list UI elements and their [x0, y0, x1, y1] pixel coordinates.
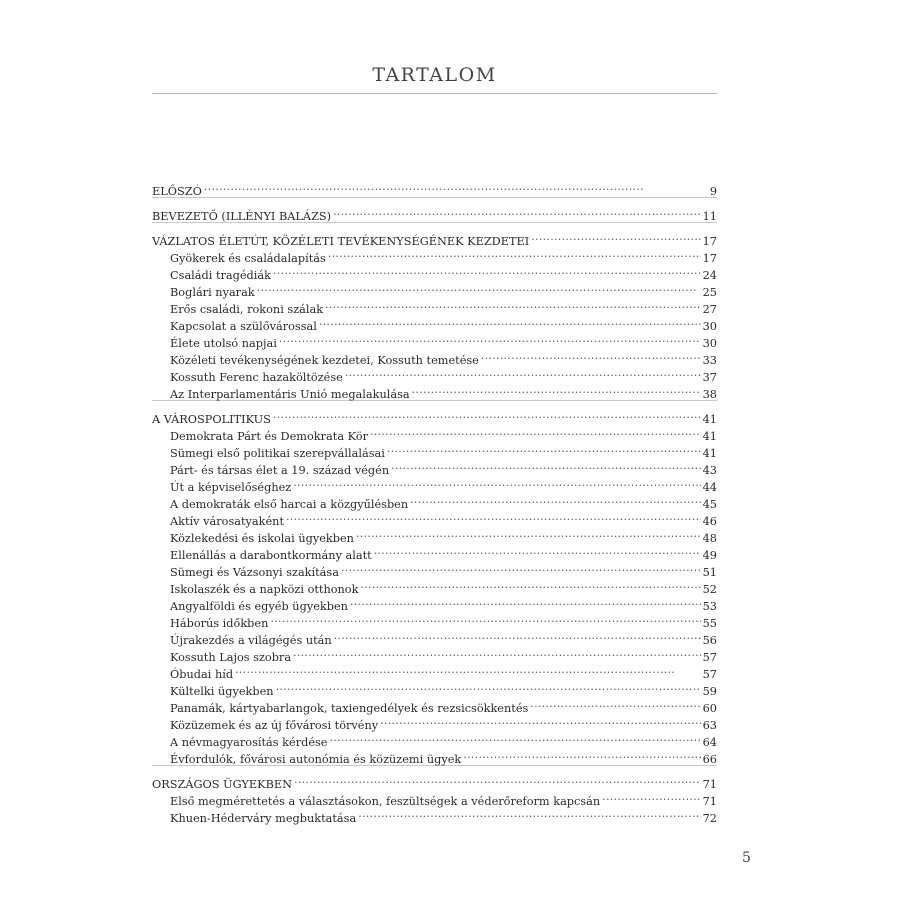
- dot-leader: [270, 610, 700, 627]
- toc-entry-title: Közlekedési és iskolai ügyekben: [170, 532, 354, 545]
- toc-entry-title: Élete utolsó napjai: [170, 337, 277, 350]
- toc-section: [152, 203, 717, 223]
- toc-entry-title: Gyökerek és családalapítás: [170, 252, 326, 265]
- toc-entry-title: Aktív városatyaként: [170, 515, 284, 528]
- toc-entry-title: Demokrata Párt és Demokrata Kör: [170, 430, 368, 443]
- toc-entry-page: 44: [702, 481, 717, 494]
- toc-entry-page: 27: [702, 303, 717, 316]
- dot-leader: [387, 440, 701, 457]
- toc-entry-title: A VÁROSPOLITIKUS: [152, 413, 271, 426]
- toc-entry-title: Családi tragédiák: [170, 269, 271, 282]
- dot-leader: [374, 542, 701, 559]
- toc-entry-page: 17: [702, 235, 717, 248]
- toc-entry-page: 56: [702, 634, 717, 647]
- toc-entry-page: 64: [702, 736, 717, 749]
- dot-leader: [360, 576, 700, 593]
- dot-leader: [341, 559, 701, 576]
- toc-entry-title: ORSZÁGOS ÜGYEKBEN: [152, 778, 293, 791]
- dot-leader: [380, 712, 700, 729]
- dot-leader: [293, 474, 700, 491]
- toc-entry-title: BEVEZETŐ (ILLÉNYI BALÁZS): [152, 210, 332, 223]
- toc-entry-page: 71: [702, 795, 717, 808]
- toc-entry-title: Első megmérettetés a választásokon, feszültségek a véderőreform kapcsán: [170, 795, 601, 808]
- toc-entry-page: 43: [702, 464, 717, 477]
- dot-leader: [273, 262, 701, 279]
- dot-leader: [294, 771, 701, 788]
- toc-entry-title: Közüzemek és az új fővárosi törvény: [170, 719, 379, 732]
- dot-leader: [328, 245, 701, 262]
- toc-entry-title: Boglári nyarak: [170, 286, 255, 299]
- dot-leader: [412, 381, 701, 398]
- dot-leader: [333, 203, 701, 220]
- dot-leader: [602, 788, 700, 805]
- toc-subentry: [152, 678, 717, 698]
- toc-entry-page: 33: [702, 354, 717, 367]
- dot-leader: [391, 457, 701, 474]
- toc-entry-page: 72: [702, 812, 717, 825]
- dot-leader: [257, 279, 701, 296]
- dot-leader: [276, 678, 701, 695]
- dot-leader: [279, 330, 701, 347]
- toc-entry-page: 24: [702, 269, 717, 282]
- toc-entry-page: 41: [702, 430, 717, 443]
- toc-entry-page: 51: [702, 566, 717, 579]
- toc-entry-title: Párt- és társas élet a 19. század végén: [170, 464, 390, 477]
- toc-entry-title: A demokraták első harcai a közgyűlésben: [170, 498, 409, 511]
- toc-entry-page: 41: [702, 447, 717, 460]
- table-of-contents: [152, 178, 717, 829]
- toc-entry-title: Kültelki ügyekben: [170, 685, 274, 698]
- toc-entry-page: 55: [702, 617, 717, 630]
- toc-section: [152, 228, 717, 401]
- toc-entry-page: 30: [702, 337, 717, 350]
- toc-entry-title: Iskolaszék és a napközi otthonok: [170, 583, 359, 596]
- toc-entry-title: Út a képviselőséghez: [170, 481, 292, 494]
- toc-entry-page: 49: [702, 549, 717, 562]
- dot-leader: [319, 313, 701, 330]
- dot-leader: [350, 593, 701, 610]
- dot-leader: [356, 525, 701, 542]
- page-number: 5: [742, 850, 751, 866]
- dot-leader: [530, 695, 700, 712]
- toc-entry-page: 60: [702, 702, 717, 715]
- title-divider: [152, 93, 717, 94]
- dot-leader: [410, 491, 700, 508]
- toc-section-heading: [152, 203, 717, 223]
- toc-entry-title: ELŐSZÓ: [152, 185, 202, 198]
- toc-entry-title: Az Interparlamentáris Unió megalakulása: [170, 388, 410, 401]
- toc-entry-page: 57: [702, 651, 717, 664]
- toc-section-heading: [152, 771, 717, 791]
- toc-entry-title: VÁZLATOS ÉLETÚT, KÖZÉLETI TEVÉKENYSÉGÉNEK KEZDETEI: [152, 235, 530, 248]
- toc-entry-page: 41: [702, 413, 717, 426]
- toc-entry-page: 48: [702, 532, 717, 545]
- toc-entry-page: 46: [702, 515, 717, 528]
- toc-entry-page: 9: [709, 185, 717, 198]
- dot-leader: [531, 228, 700, 245]
- toc-entry-page: 63: [702, 719, 717, 732]
- toc-section-heading: [152, 228, 717, 248]
- dot-leader: [463, 746, 700, 763]
- toc-entry-title: Khuen-Héderváry megbuktatása: [170, 812, 357, 825]
- toc-entry-page: 57: [702, 668, 717, 681]
- toc-entry-page: 66: [702, 753, 717, 766]
- toc-entry-title: Kapcsolat a szülővárossal: [170, 320, 317, 333]
- page-title: TARTALOM: [372, 64, 497, 86]
- dot-leader: [481, 347, 701, 364]
- toc-entry-page: 71: [702, 778, 717, 791]
- toc-entry-page: 52: [702, 583, 717, 596]
- toc-entry-title: Kossuth Lajos szobra: [170, 651, 292, 664]
- toc-section-heading: [152, 178, 717, 198]
- toc-entry-title: Sümegi és Vázsonyi szakítása: [170, 566, 339, 579]
- toc-entry-page: 53: [702, 600, 717, 613]
- toc-entry-page: 59: [702, 685, 717, 698]
- dot-leader: [330, 729, 701, 746]
- toc-entry-page: 38: [702, 388, 717, 401]
- toc-section: [152, 406, 717, 766]
- dot-leader: [370, 423, 701, 440]
- dot-leader: [204, 178, 708, 195]
- dot-leader: [334, 627, 701, 644]
- toc-entry-title: Újrakezdés a világégés után: [170, 634, 332, 647]
- toc-entry-title: Angyalföldi és egyéb ügyekben: [170, 600, 348, 613]
- toc-entry-title: Erős családi, rokoni szálak: [170, 303, 324, 316]
- toc-entry-page: 17: [702, 252, 717, 265]
- toc-entry-title: Kossuth Ferenc hazaköltözése: [170, 371, 343, 384]
- dot-leader: [286, 508, 701, 525]
- toc-entry-title: Háborús időkben: [170, 617, 269, 630]
- dot-leader: [273, 406, 701, 423]
- toc-entry-title: Közéleti tevékenységének kezdetei, Kossuth temetése: [170, 354, 479, 367]
- toc-entry-title: Sümegi első politikai szerepvállalásai: [170, 447, 385, 460]
- toc-entry-page: 45: [702, 498, 717, 511]
- toc-entry-title: Évfordulók, fővárosi autonómia és közüzemi ügyek: [170, 753, 462, 766]
- dot-leader: [235, 661, 701, 678]
- toc-entry-title: Panamák, kártyabarlangok, taxiengedélyek és rezsicsökkentés: [170, 702, 529, 715]
- toc-subentry: [152, 661, 717, 681]
- toc-section: [152, 178, 717, 198]
- toc-entry-title: Óbudai híd: [170, 668, 234, 681]
- toc-section: [152, 771, 717, 824]
- toc-entry-title: A névmagyarosítás kérdése: [170, 736, 328, 749]
- toc-section-heading: [152, 406, 717, 426]
- dot-leader: [345, 364, 701, 381]
- toc-entry-page: 11: [702, 210, 717, 223]
- toc-entry-page: 25: [702, 286, 717, 299]
- dot-leader: [358, 805, 700, 822]
- dot-leader: [293, 644, 701, 661]
- toc-entry-page: 37: [702, 371, 717, 384]
- toc-entry-page: 30: [702, 320, 717, 333]
- toc-entry-title: Ellenállás a darabontkormány alatt: [170, 549, 372, 562]
- dot-leader: [325, 296, 701, 313]
